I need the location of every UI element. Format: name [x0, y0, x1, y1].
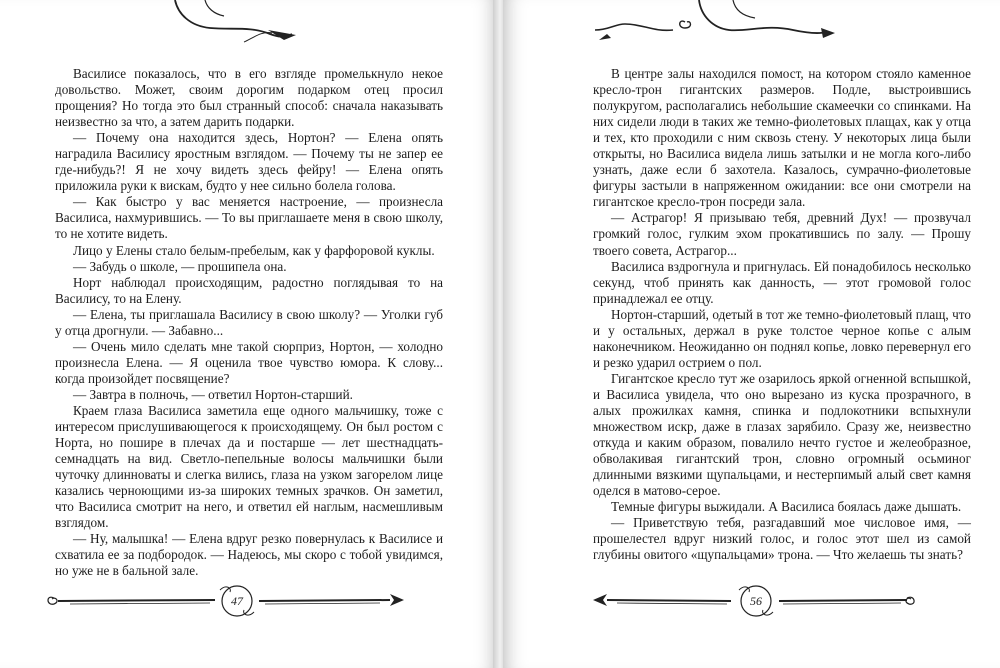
- paragraph: Лицо у Елены стало белым-пребелым, как у фарфоровой куклы.: [73, 242, 435, 258]
- paragraph: — Астрагор! Я призываю тебя, древний Дух! — прозвучал громкий голос, гулким эхом прокатившись по залу. — Прошу твоего совета, Астрагор...: [593, 210, 971, 258]
- page-number: 56: [750, 594, 762, 608]
- paragraph: В центре залы находился помост, на котором стояло каменное кресло-трон гигантских размеров. Подле, выстроившись полукругом, располагались небольшие скамеечки со спинками. На них сидели люди в таких же темно-фиолетовых плащах, как у отца и тех, кто проходили с ним сквозь стену. У некоторых лица были открыты, но Василиса видела лишь затылки и не могла кого-либо узнать, даже если б захотела. Казалось, сумрачно-фиолетовые фигуры застыли в напряженном ожидании: все они смотрели на гигантское кресло-трон посреди зала.: [593, 66, 971, 210]
- right-footer-ornament: [591, 580, 921, 630]
- paragraph: — Елена, ты приглашала Василису в свою школу? — Уголки губ у отца дрогнули. — Забавно...: [55, 306, 443, 338]
- paragraph: Норт наблюдал происходящим, радостно поглядывая то на Василису, то на Елену.: [55, 274, 443, 306]
- top-flourish-ornament: [503, 0, 1000, 60]
- paragraph: — Ну, малышка! — Елена вдруг резко повернулась к Василисе и схватила ее за подбородок. — Надеюсь, мы скоро с тобой увидимся, но уже не в бальной зале.: [55, 531, 443, 579]
- left-page: [0, 0, 497, 668]
- left-footer-ornament: [40, 580, 420, 630]
- paragraph: Нортон-старший, одетый в тот же темно-фиолетовый плащ, что и у остальных, держал в руке толстое черное копье с алым наконечником. Неожиданно он поднял копье, ловко перевернул его и резко ударил острием о пол.: [593, 306, 971, 370]
- paragraph: — Очень мило сделать мне такой сюрприз, Нортон, — холодно произнесла Елена. — Я оценила твое чувство юмора. К слову... когда произойдет посвящение?: [55, 338, 443, 386]
- top-flourish-ornament: [0, 0, 497, 60]
- paragraph: — Почему она находится здесь, Нортон? — Елена опять наградила Василису яростным взглядом. — Почему ты не запер ее где-нибудь?! Я не хочу видеть здесь фейру! — Елена опять приложила руки к вискам, будто у нее сильно болела голова.: [55, 130, 443, 194]
- right-page: [503, 0, 1000, 668]
- right-page-text: [593, 66, 971, 563]
- paragraph: — Приветствую тебя, разгадавший мое числовое имя, — прошелестел вдруг низкий голос, и голос этот шел из самой глубины овитого «щупальцами» трона. — Что желаешь ты знать?: [593, 515, 971, 563]
- paragraph: Василисе показалось, что в его взгляде промелькнуло некое довольство. Может, своим дорогим подарком отец просил прощения? Но тогда это был странный способ: сначала наказывать неизвестно за что, а затем дарить подарки.: [55, 66, 443, 130]
- paragraph: Гигантское кресло тут же озарилось яркой огненной вспышкой, и Василиса увидела, что оно вырезано из куска прозрачного, в алых прожилках камня, спинка и подлокотники вспыхнули множеством искр, даже в глазах зарябило. Сразу же, неизвестно откуда и каким образом, повалило нечто густое и желеобразное, обволакивая гигантский трон, словно огромный осьминог длинными вязкими щупальцами, и нестерпимый алый свет камня оделся в матово-серое.: [593, 370, 971, 499]
- paragraph: — Забудь о школе, — прошипела она.: [73, 258, 287, 274]
- paragraph: — Как быстро у вас меняется настроение, — произнесла Василиса, нахмурившись. — То вы приглашаете меня в свою школу, то не хотите видеть.: [55, 194, 443, 242]
- left-page-text: [55, 66, 443, 580]
- page-number: 47: [231, 594, 243, 608]
- paragraph: — Завтра в полночь, — ответил Нортон-старший.: [73, 386, 353, 402]
- paragraph: Василиса вздрогнула и пригнулась. Ей понадобилось несколько секунд, чтоб принять как данность, — этот громовой голос принадлежал ее отцу.: [593, 258, 971, 306]
- paragraph: Краем глаза Василиса заметила еще одного мальчишку, тоже с интересом прислушивающегося к происходящему. Он был ростом с Норта, но пошире в плечах да и постарше — лет шестнадцать-семнадцать на вид. Светло-пепельные волосы мальчишки были чуточку длинноваты и слегка вились, глаза на узком загорелом лице казались черноющими из-за широких темных зрачков. Он заметил, что Василиса смотрит на него, и ответил ей наглым, насмешливым взглядом.: [55, 402, 443, 531]
- paragraph: Темные фигуры выжидали. А Василиса боялась даже дышать.: [611, 499, 962, 515]
